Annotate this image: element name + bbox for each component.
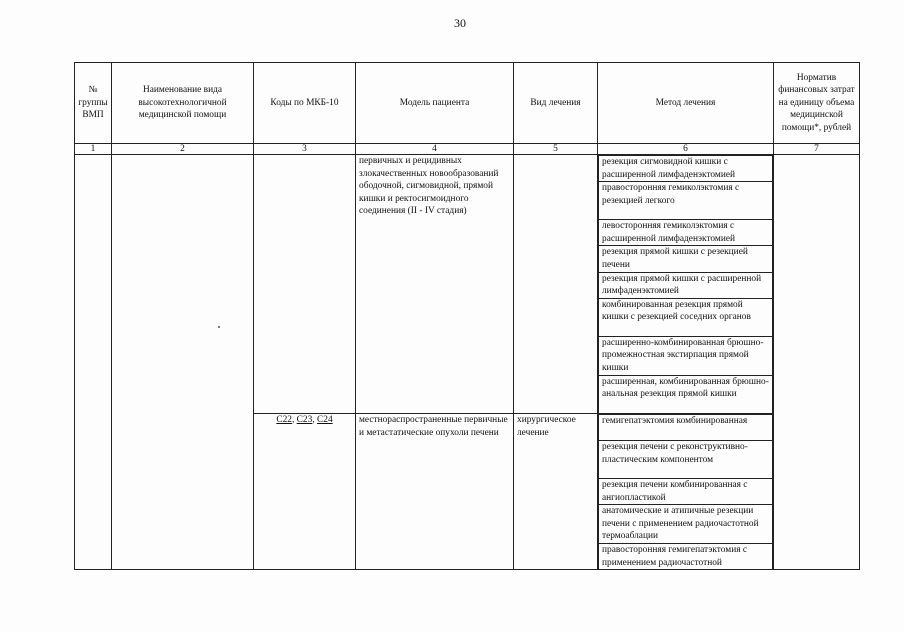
header-treatment-type: Вид лечения xyxy=(514,63,598,144)
method-item: расширенно-комбинированная брюшно-промежностная экстирпация прямой кишки xyxy=(599,336,773,375)
icd-codes-cell: C22, C23, C24 xyxy=(254,414,356,570)
column-number: 3 xyxy=(254,144,356,155)
icd-code-link[interactable]: C23 xyxy=(296,415,313,426)
treatment-type-cell xyxy=(514,155,598,414)
header-treatment-method: Метод лечения xyxy=(598,63,774,144)
header-icd-codes: Коды по МКБ-10 xyxy=(254,63,356,144)
methods-list xyxy=(598,155,773,413)
header-financial-norm: Норматив финансовых затрат на единицу объема медицинской помощи*, рублей xyxy=(774,63,860,144)
header-row xyxy=(75,63,860,144)
methods-list xyxy=(598,414,773,569)
method-item: резекция прямой кишки с резекцией печени xyxy=(599,246,773,272)
method-item: резекция прямой кишки с расширенной лимфаденэктомией xyxy=(599,272,773,298)
patient-model-cell: первичных и рецидивных злокачественных новообразований ободочной, сигмовидной, прямой кишки и ректосигмоидного соединения (II - IV стадия) xyxy=(356,155,514,414)
method-item: расширенная, комбинированная брюшно-анальная резекция прямой кишки xyxy=(599,375,773,413)
scan-speck xyxy=(218,326,220,328)
column-number: 2 xyxy=(112,144,254,155)
method-item: резекция сигмовидной кишки с расширенной лимфаденэктомией xyxy=(599,156,773,182)
method-item: анатомические и атипичные резекции печени с применением радиочастотной термоаблации xyxy=(599,505,773,544)
method-item: резекция печени с реконструктивно-пластическим компонентом xyxy=(599,441,773,479)
column-number: 6 xyxy=(598,144,774,155)
group-number-cell xyxy=(75,155,112,570)
method-item: правосторонняя гемигепатэктомия с применением радиочастотной xyxy=(599,544,773,570)
care-type-cell xyxy=(112,155,254,570)
treatment-type-cell: хирургическое лечение xyxy=(514,414,598,570)
icd-codes-cell xyxy=(254,155,356,414)
icd-code-link[interactable]: C22 xyxy=(276,415,292,426)
table-row xyxy=(75,155,860,414)
method-item: комбинированная резекция прямой кишки с резекцией соседних органов xyxy=(599,298,773,336)
column-number: 5 xyxy=(514,144,598,155)
header-patient-model: Модель пациента xyxy=(356,63,514,144)
financial-norm-cell xyxy=(774,155,860,570)
column-number: 7 xyxy=(774,144,860,155)
patient-model-cell: местнораспространенные первичные и метастатические опухоли печени xyxy=(356,414,514,570)
treatment-methods-cell xyxy=(598,155,774,414)
method-item: резекция печени комбинированная с ангиопластикой xyxy=(599,479,773,505)
method-item: правосторонняя гемиколэктомия с резекцией легкого xyxy=(599,182,773,220)
page-number: 30 xyxy=(454,16,466,30)
vmp-table xyxy=(74,62,860,570)
method-item: гемигепатэктомия комбинированная xyxy=(599,415,773,441)
column-number-row xyxy=(75,144,860,155)
header-group-number: № группы ВМП xyxy=(75,63,112,144)
method-item: левосторонняя гемиколэктомия с расширенной лимфаденэктомией xyxy=(599,220,773,246)
treatment-methods-cell xyxy=(598,414,774,570)
column-number: 4 xyxy=(356,144,514,155)
icd-code-link[interactable]: C24 xyxy=(317,415,333,426)
column-number: 1 xyxy=(75,144,112,155)
header-care-type: Наименование вида высокотехнологичной медицинской помощи xyxy=(112,63,254,144)
